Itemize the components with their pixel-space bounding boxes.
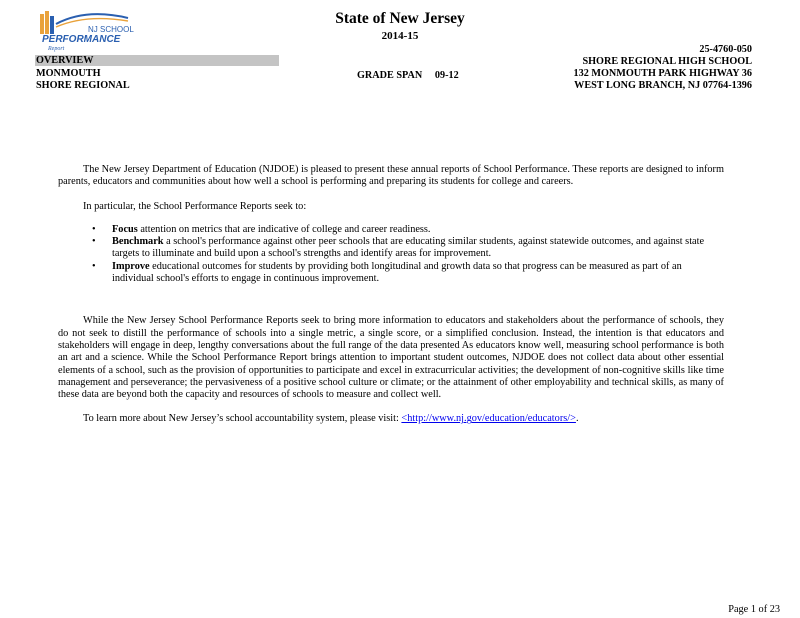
intro-paragraph: The New Jersey Department of Education (NJDOE) is pleased to present these annual reports of School Performance. These reports are designed to inform parents, educators and communities about how well a school is performing and preparing its students for college and careers. <box>58 164 724 188</box>
school-code: 25-4760-050 <box>699 44 752 55</box>
accountability-link[interactable]: <http://www.nj.gov/education/educators/> <box>401 413 576 425</box>
learn-more-paragraph <box>58 413 724 425</box>
bullet-text: a school's performance against other peer schools that are educating similar students, against statewide outcomes, and against state targets to illuminate and build upon a school's strengths and identify areas for improvement. <box>112 236 705 260</box>
grade-span <box>357 70 459 82</box>
school-address-line1: 132 MONMOUTH PARK HIGHWAY 36 <box>573 68 752 79</box>
bullet-text: educational outcomes for students by providing both longitudinal and growth data so that progress can be measured as part of an individual school's efforts to engage in continuous improvement. <box>112 260 682 285</box>
lead-paragraph: In particular, the School Performance Reports seek to: <box>83 200 307 212</box>
bullet-keyword: Benchmark <box>112 236 164 248</box>
report-body <box>58 164 724 426</box>
learn-more-text: To learn more about New Jersey’s school accountability system, please visit: <box>83 413 402 425</box>
report-year: 2014-15 <box>381 30 419 42</box>
bullet-icon: • <box>92 260 96 272</box>
grade-span-label: GRADE SPAN <box>357 70 423 81</box>
page-title: State of New Jersey <box>335 10 465 27</box>
grade-span-value: 09-12 <box>434 70 459 81</box>
logo-text-line3: Report <box>48 46 65 52</box>
bullet-icon: • <box>92 223 96 235</box>
logo-text-line2: PERFORMANCE <box>42 34 121 45</box>
county-name: MONMOUTH <box>36 68 101 79</box>
list-item <box>92 236 724 261</box>
bullet-text: attention on metrics that are indicative of college and career readiness. <box>137 223 431 235</box>
goals-list <box>58 224 724 285</box>
bullet-icon: • <box>92 236 96 248</box>
school-name: SHORE REGIONAL HIGH SCHOOL <box>582 56 752 67</box>
second-paragraph: While the New Jersey School Performance Reports seek to bring more information to educators and stakeholders about the performance of schools, they do not seek to distill the performance of schools into a single metric, a single score, or a simplified conclusion. Instead, the intention is that educators and stakeholders will engage in deep, lengthy conversations about the full range of the data presented As educators know well, measuring school performance is both an art and a science. While the School Performance Report brings attention to important student outcomes, NJDOE does not collect data about other essential elements of a school, such as the provision of opportunities to participate and excel in extracurricular activities; the development of non-cognitive skills like time management and perseverance; the pervasiveness of a positive school culture or climate; or the attainment of other employability and technical skills, as many of these data are beyond both the capacity and resources of schools to measure and collect well. <box>58 315 724 401</box>
bullet-keyword: Focus <box>112 223 138 235</box>
school-address-line2: WEST LONG BRANCH, NJ 07764-1396 <box>574 80 752 91</box>
overview-label: OVERVIEW <box>35 55 279 66</box>
bullet-keyword: Improve <box>112 260 150 272</box>
learn-more-end: . <box>575 413 579 425</box>
list-item <box>92 260 724 286</box>
page-number: Page 1 of 23 <box>728 604 780 615</box>
logo-text-line1: NJ SCHOOL <box>88 25 134 34</box>
list-item <box>92 223 724 236</box>
district-name: SHORE REGIONAL <box>36 80 130 91</box>
